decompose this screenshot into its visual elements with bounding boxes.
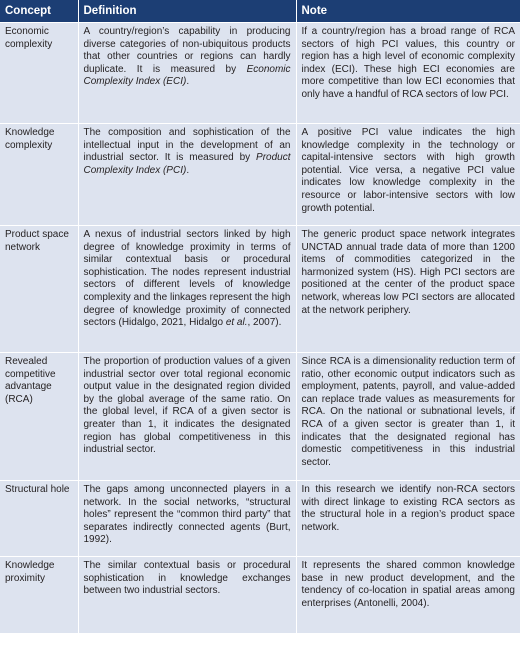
definition-cell (78, 353, 296, 481)
note-text: Since RCA is a dimensionality reduction term of ratio, other economic output indicators such as employment, patents, payroll, and value-added can replace trade values as measurements for RCA. On the national or subnational levels, if RCA of a given sector is greater than 1, it indicates that the designated regional has domestic competitiveness in this industrial sector. (301, 356, 515, 468)
note-text: In this research we identify non-RCA sectors with direct linkage to existing RCA sectors as the structural hole in a region’s product space network. (301, 484, 515, 533)
note-text: It represents the shared common knowledge base in new product development, and the tendency of co-location in spatial areas among enterprises (Antonelli, 2004). (301, 560, 515, 609)
definition-text: The composition and sophistication of the intellectual input in the development of an industrial sector. It is measured by (83, 127, 291, 164)
definition-cell (78, 226, 296, 353)
note-text: A positive PCI value indicates the high knowledge complexity in the technology or capital-intensive sectors with high growth potential. Vice versa, a negative PCI value indicates low knowledge complexity in the resource or labor-intensive sectors with low growth potential. (301, 127, 515, 214)
definition-italic-text: et al. (225, 317, 248, 329)
table-header-row (0, 0, 520, 23)
note-text: If a country/region has a broad range of RCA sectors of high PCI values, this country or region has a high level of economic complexity index (ECI). These high ECI economies are more competitive than low ECI economies that only have a handful of RCA sectors of low PCI. (301, 26, 515, 100)
table-row (0, 124, 520, 226)
concept-cell: Structural hole (0, 481, 78, 557)
table-row (0, 353, 520, 481)
definition-text: The proportion of production values of a given industrial sector over total regional economic output value in the designated region divided by the global average of the same ratio. On the global level, if RCA of a given sector is greater than 1, it indicates the designated region has global competitiveness in this industrial sector. (83, 356, 291, 456)
definition-cell (78, 124, 296, 226)
definition-text-end: . (186, 164, 190, 176)
definition-text: A country/region’s capability in producing diverse categories of non-ubiquitous products that other countries or regions can hardly duplicate. It is measured by (83, 26, 291, 75)
concept-cell: Knowledge proximity (0, 557, 78, 633)
definition-text: The gaps among unconnected players in a network. In the social networks, “structural holes” represent the “common third party” that separates indirectly connected agents (Burt, 1992). (83, 484, 291, 546)
note-cell (296, 557, 520, 633)
definition-text: The similar contextual basis or procedural sophistication in knowledge exchanges between two industrial sectors. (83, 560, 291, 597)
definition-text: A nexus of industrial sectors linked by high degree of knowledge proximity in terms of similar contextual basis or procedural sophistication. The nodes represent industrial sectors of different levels of knowledge complexity and the linkages represent the high degree of knowledge proximity of connected sectors (Hidalgo, 2021, Hidalgo (83, 229, 291, 329)
definition-cell (78, 23, 296, 124)
table-row (0, 557, 520, 633)
table-row (0, 481, 520, 557)
definition-italic-text: Product Complexity Index (PCI) (83, 152, 291, 176)
note-cell (296, 124, 520, 226)
column-header-concept: Concept (0, 0, 78, 23)
definition-cell (78, 481, 296, 557)
note-text: The generic product space network integrates UNCTAD annual trade data of more than 1200 items of commodities categorized in the harmonized system (HS). High PCI sectors are positioned at the center of the product space network, whereas low PCI sectors are allocated at the network periphery. (301, 229, 515, 316)
concept-cell: Revealed competitive advantage (RCA) (0, 353, 78, 481)
table-row (0, 23, 520, 124)
column-header-definition: Definition (78, 0, 296, 23)
column-header-note: Note (296, 0, 520, 23)
definition-text-end: . (186, 76, 190, 88)
definition-cell (78, 557, 296, 633)
concept-cell: Knowledge complexity (0, 124, 78, 226)
note-cell (296, 481, 520, 557)
definition-italic-text: Economic Complexity Index (ECI) (83, 63, 291, 88)
concept-cell: Product space network (0, 226, 78, 353)
definition-text-end: , 2007). (247, 317, 282, 329)
table-row (0, 226, 520, 353)
note-cell (296, 353, 520, 481)
note-cell (296, 23, 520, 124)
concept-cell: Economic complexity (0, 23, 78, 124)
note-cell (296, 226, 520, 353)
